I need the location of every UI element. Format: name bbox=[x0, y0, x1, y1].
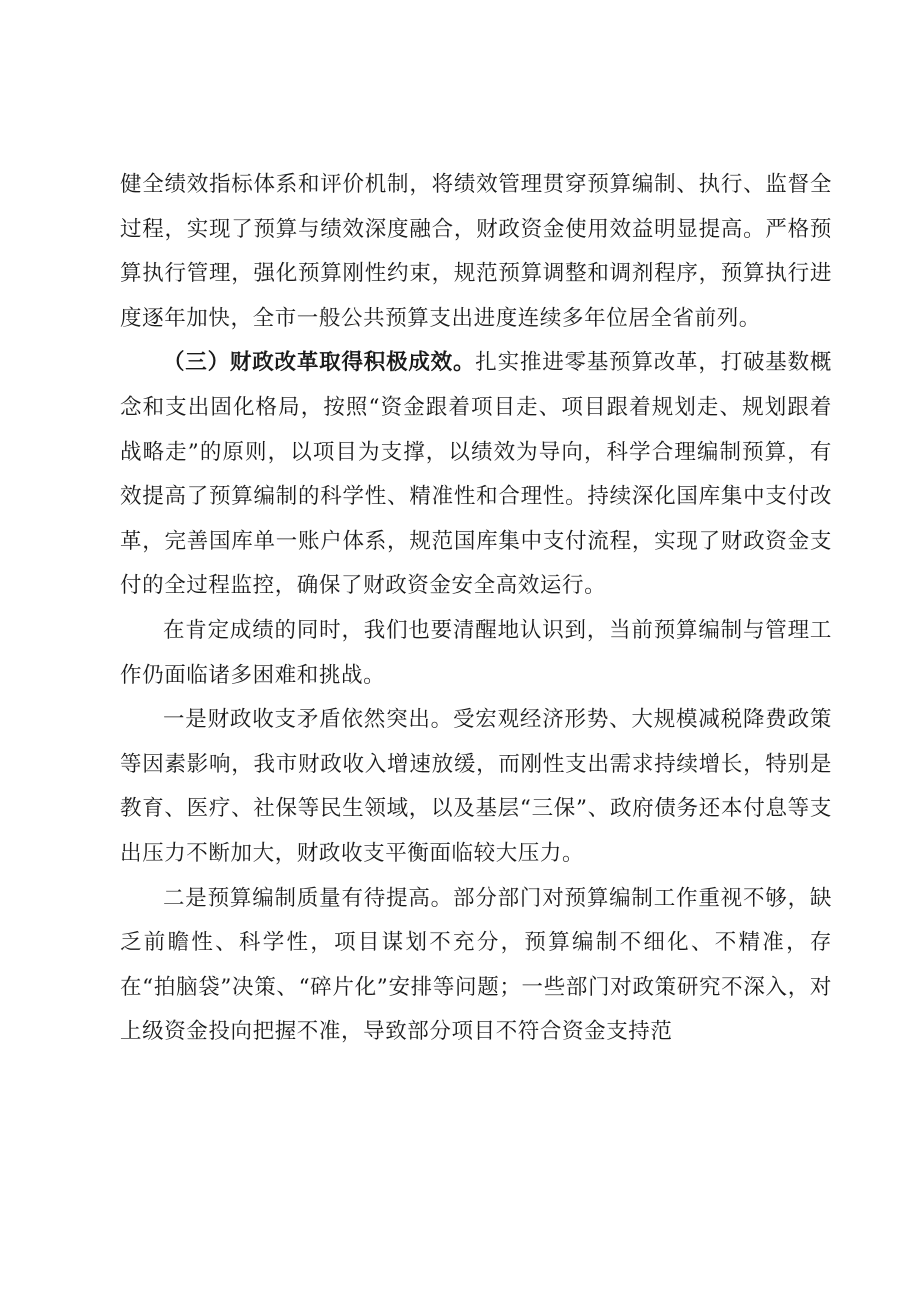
document-body bbox=[120, 163, 832, 1055]
section-heading: （三）财政改革取得积极成效。 bbox=[163, 350, 476, 376]
paragraph-text: 在肯定成绩的同时，我们也要清醒地认识到，当前预算编制与管理工作仍面临诸多困难和挑战。 bbox=[120, 617, 832, 688]
paragraph-text: 二是预算编制质量有待提高。部分部门对预算编制工作重视不够，缺乏前瞻性、科学性，项目谋划不充分，预算编制不细化、不精准，存在“拍脑袋”决策、“碎片化”安排等问题；一些部门对政策研究不深入，对上级资金投向把握不准，导致部分项目不符合资金支持范 bbox=[120, 885, 832, 1045]
paragraph-challenge-two bbox=[120, 877, 832, 1055]
paragraph-transition bbox=[120, 609, 832, 698]
paragraph-text: 扎实推进零基预算改革，打破基数概念和支出固化格局，按照“资金跟着项目走、项目跟着规划走、规划跟着战略走”的原则，以项目为支撑，以绩效为导向，科学合理编制预算，有效提高了预算编制的科学性、精准性和合理性。持续深化国库集中支付改革，完善国库单一账户体系，规范国库集中支付流程，实现了财政资金支付的全过程监控，确保了财政资金安全高效运行。 bbox=[120, 350, 832, 599]
paragraph-text: 健全绩效指标体系和评价机制，将绩效管理贯穿预算编制、执行、监督全过程，实现了预算与绩效深度融合，财政资金使用效益明显提高。严格预算执行管理，强化预算刚性约束，规范预算调整和调剂程序，预算执行进度逐年加快，全市一般公共预算支出进度连续多年位居全省前列。 bbox=[120, 172, 832, 331]
paragraph-fiscal-reform bbox=[120, 341, 832, 609]
paragraph-continued bbox=[120, 163, 832, 341]
paragraph-text: 一是财政收支矛盾依然突出。受宏观经济形势、大规模减税降费政策等因素影响，我市财政收入增速放缓，而刚性支出需求持续增长，特别是教育、医疗、社保等民生领域，以及基层“三保”、政府债务还本付息等支出压力不断加大，财政收支平衡面临较大压力。 bbox=[120, 707, 832, 866]
paragraph-challenge-one bbox=[120, 698, 832, 876]
